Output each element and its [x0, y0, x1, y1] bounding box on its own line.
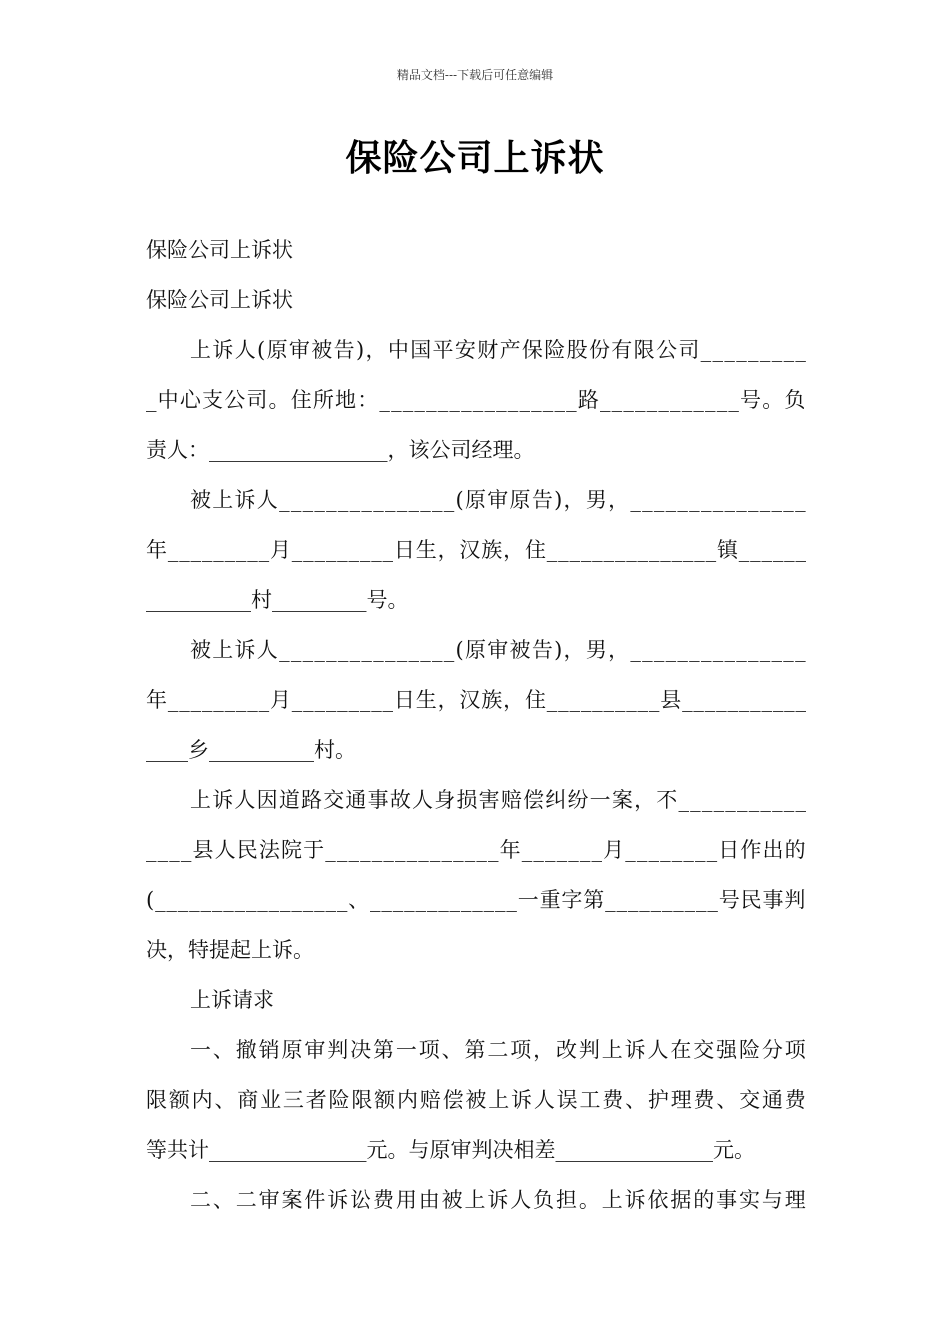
document-title: 保险公司上诉状 [345, 138, 605, 179]
body-line: 保险公司上诉状 [146, 238, 293, 262]
body-line: __________村_________号。 [146, 588, 409, 612]
section-heading: 上诉请求 [190, 988, 274, 1012]
body-line: 保险公司上诉状 [146, 288, 293, 312]
body-line: 一 、 撤 销 原 审 判 决 第 一 项 、 第 二 项 ， 改 判 上 诉 人 在 交 强 险 分 项 [190, 1038, 806, 1062]
body-line: 被 上 诉 人 _ _ _ _ _ _ _ _ _ _ _ _ _ _ _ ( 原 审 原 告 ) ， 男 ， _ _ _ _ _ _ _ _ _ _ _ _ _ _ _ [190, 488, 806, 512]
body-line: 年 _ _ _ _ _ _ _ _ _ 月 _ _ _ _ _ _ _ _ _ 日 生 ， 汉 族 ， 住 _ _ _ _ _ _ _ _ _ _ _ _ _ _ _ 镇 _ _ _ _ _ _ [146, 538, 806, 562]
body-line: 决，特提起上诉。 [146, 938, 314, 962]
body-line: 等共计_______________元。与原审判决相差_______________元。 [146, 1138, 755, 1162]
body-line: _ 中 心 支 公 司 。 住 所 地 ： _ _ _ _ _ _ _ _ _ _ _ _ _ _ _ _ _ 路 _ _ _ _ _ _ _ _ _ _ _ _ 号 。 负 [146, 388, 806, 412]
body-line: 责人：_________________，该公司经理。 [146, 438, 535, 462]
body-line: _ _ _ _ 县 人 民 法 院 于 _ _ _ _ _ _ _ _ _ _ _ _ _ _ _ 年 _ _ _ _ _ _ _ 月 _ _ _ _ _ _ _ _ 日 作 出 的 [146, 838, 806, 862]
document-body [146, 232, 806, 1232]
body-line: 上 诉 人 因 道 路 交 通 事 故 人 身 损 害 赔 偿 纠 纷 一 案 ， 不 _ _ _ _ _ _ _ _ _ _ _ [190, 788, 806, 812]
body-line: 被 上 诉 人 _ _ _ _ _ _ _ _ _ _ _ _ _ _ _ ( 原 审 被 告 ) ， 男 ， _ _ _ _ _ _ _ _ _ _ _ _ _ _ _ [190, 638, 806, 662]
body-line: ____乡__________村。 [146, 738, 356, 762]
body-line: 限 额 内 、 商 业 三 者 险 限 额 内 赔 偿 被 上 诉 人 误 工 费 、 护 理 费 、 交 通 费 [146, 1088, 806, 1112]
body-line: 上 诉 人 ( 原 审 被 告 ) ， 中 国 平 安 财 产 保 险 股 份 有 限 公 司 _ _ _ _ _ _ _ _ _ [190, 338, 806, 362]
page-header: 精品文档---下载后可任意编辑 [396, 68, 554, 82]
body-line: ( _ _ _ _ _ _ _ _ _ _ _ _ _ _ _ _ _ 、 _ _ _ _ _ _ _ _ _ _ _ _ _ 一 重 字 第 _ _ _ _ _ _ _ _ _ _ 号 民 事 判 [146, 888, 806, 912]
body-line: 年 _ _ _ _ _ _ _ _ _ 月 _ _ _ _ _ _ _ _ _ 日 生 ， 汉 族 ， 住 _ _ _ _ _ _ _ _ _ _ 县 _ _ _ _ _ _ _ _ _ _ _ [146, 688, 806, 712]
body-line: 二 、 二 审 案 件 诉 讼 费 用 由 被 上 诉 人 负 担 。 上 诉 依 据 的 事 实 与 理 [190, 1188, 806, 1212]
